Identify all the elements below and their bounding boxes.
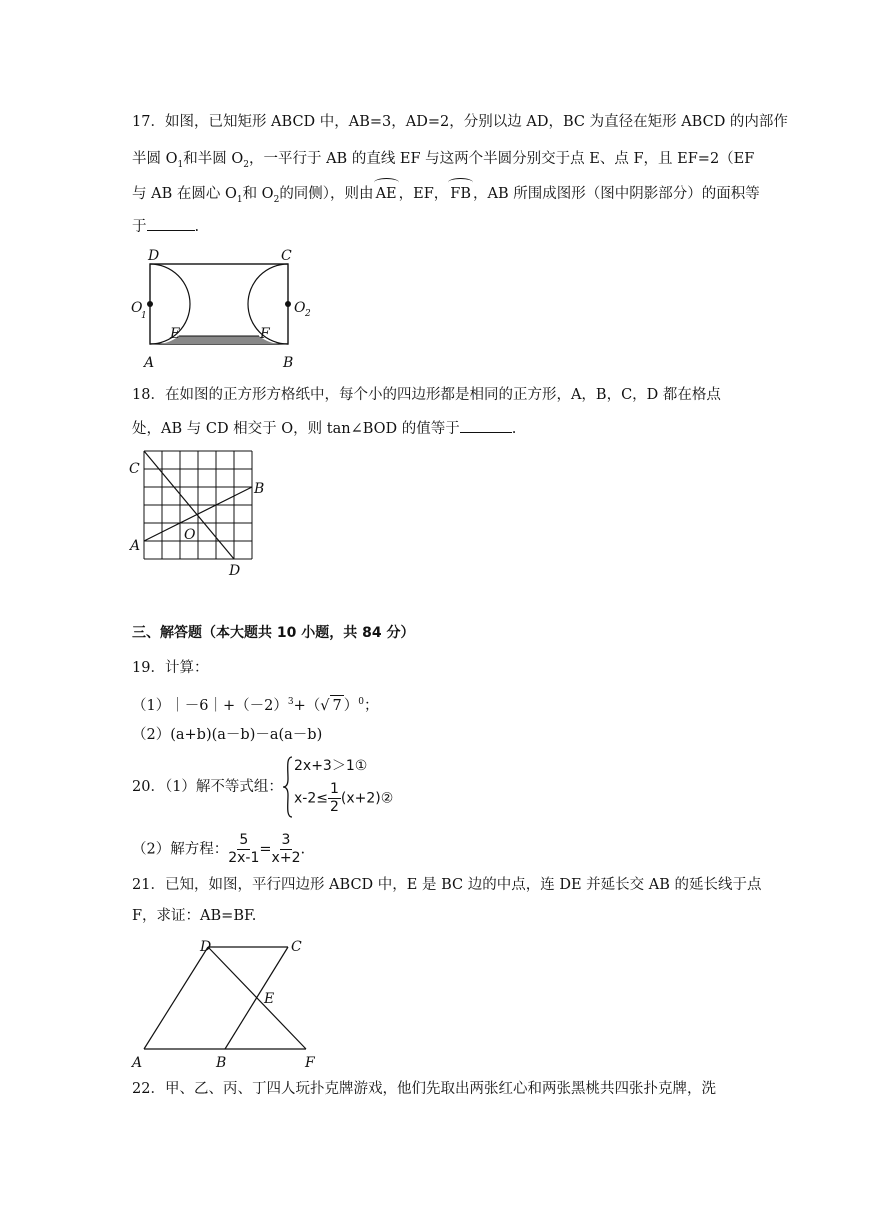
q21-line2: F，求证：AB=BF.: [132, 908, 257, 924]
inequality-1: 2x+3＞1①: [294, 758, 368, 774]
label-d: D: [229, 563, 241, 579]
label-d: D: [148, 248, 160, 264]
side-ad: [144, 947, 208, 1049]
label-e: E: [170, 326, 181, 342]
label-a: A: [130, 538, 141, 554]
q21-line1: 21．已知，如图，平行四边形 ABCD 中，E 是 BC 边的中点，连 DE 并延长交 AB 的延长线于点: [132, 877, 762, 893]
inequality-system: [282, 755, 432, 819]
q17-line4: 于 .: [132, 216, 199, 237]
label-a: A: [144, 355, 155, 371]
q18-line2: 处，AB 与 CD 相交于 O，则 tan∠BOD 的值等于 .: [132, 418, 516, 439]
label-d: D: [200, 939, 212, 955]
q19-title: 19．计算：: [132, 660, 209, 676]
fraction-right: $\frac{3}{x+2}$: [271, 832, 301, 866]
label-o: O: [184, 527, 196, 543]
q17-line2: 半圆 $O_1$和半圆 $O_2$，一平行于 AB 的直线 EF 与这两个半圆分别交于点 E、点 F，且 EF=2（EF: [132, 151, 755, 170]
grid: [144, 451, 252, 559]
q18-figure: [128, 447, 273, 579]
label-a: A: [132, 1055, 143, 1070]
label-c: C: [129, 461, 140, 477]
q17-figure: [128, 244, 323, 372]
svg-text:2: 2: [305, 309, 311, 319]
label-o1: O: [131, 300, 143, 316]
label-f: F: [260, 326, 270, 342]
q20-part2: （2）解方程： $\frac{5}{2x-1}$ = $\frac{3}{x+2}$ .: [132, 832, 306, 866]
q17-line3: 与 AB 在圆心 $O_1$和 $O_2$的同侧），则由 AE ，EF， FB ，AB 所围成图形（图中阴影部分）的面积等: [132, 186, 760, 205]
q17-line1: 17．如图，已知矩形 ABCD 中，AB=3，AD=2，分别以边 AD，BC 为直径在矩形 ABCD 的内部作: [132, 114, 788, 130]
q19-part2: （2）(a+b)(a－b)－a(a－b): [132, 727, 323, 743]
label-f: F: [305, 1055, 315, 1070]
q18-line1: 18．在如图的正方形方格纸中，每个小的四边形都是相同的正方形，A，B，C，D 都在格点: [132, 387, 721, 403]
q21-figure: [128, 935, 328, 1070]
line-df: [208, 947, 306, 1049]
arc-fb: FB: [450, 186, 471, 202]
q19-part1: $(1)|-6|+(-2)^3+(√$ 7 ）$^0$；: [132, 692, 378, 716]
svg-text:1: 1: [141, 311, 147, 321]
label-e: E: [264, 991, 275, 1007]
inequality-2: x-2≤ $\frac{1}{2}$ (x+2)②: [294, 781, 394, 815]
answer-blank-17: [147, 216, 195, 231]
label-o2: O: [294, 300, 306, 316]
label-b: B: [254, 481, 265, 497]
fraction-left: $\frac{5}{2x-1}$: [228, 832, 260, 866]
q20-part1-label: 20．（1）解不等式组：: [132, 779, 283, 795]
brace-icon: [282, 755, 294, 819]
section-heading: 三、解答题（本大题共 10 小题，共 84 分）: [132, 625, 415, 641]
label-c: C: [291, 939, 302, 955]
label-c: C: [281, 248, 292, 264]
answer-blank-18: [460, 418, 512, 433]
arc-ae: AE: [375, 186, 397, 202]
center-o2: [285, 301, 291, 307]
label-b: B: [283, 355, 294, 371]
center-o1: [147, 301, 153, 307]
q22-line1: 22．甲、乙、丙、丁四人玩扑克牌游戏，他们先取出两张红心和两张黑桃共四张扑克牌，洗: [132, 1081, 716, 1097]
label-b: B: [216, 1055, 227, 1070]
